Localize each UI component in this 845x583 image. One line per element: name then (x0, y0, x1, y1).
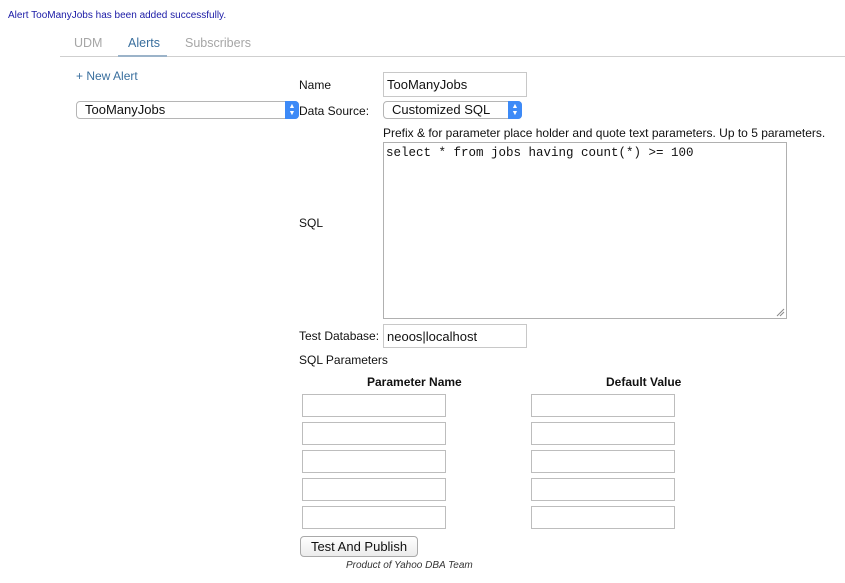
parameter-name-input-1[interactable] (302, 394, 446, 417)
default-value-input-5[interactable] (531, 506, 675, 529)
data-source-label: Data Source: (299, 104, 370, 118)
sql-hint: Prefix & for parameter place holder and quote text parameters. Up to 5 parameters. (383, 126, 826, 140)
sql-parameters-label: SQL Parameters (299, 353, 388, 367)
name-label: Name (299, 78, 332, 92)
select-arrows-icon: ▲ ▼ (508, 101, 522, 119)
test-and-publish-button[interactable]: Test And Publish (300, 536, 418, 557)
test-database-input[interactable] (383, 324, 527, 348)
parameter-name-input-5[interactable] (302, 506, 446, 529)
sql-textarea[interactable] (383, 142, 787, 319)
tab-alerts[interactable]: Alerts (128, 36, 160, 50)
default-value-input-2[interactable] (531, 422, 675, 445)
footer-credit: Product of Yahoo DBA Team (346, 560, 473, 571)
resize-grip-icon[interactable] (775, 307, 785, 317)
parameter-name-input-3[interactable] (302, 450, 446, 473)
parameter-name-input-4[interactable] (302, 478, 446, 501)
new-alert-link[interactable]: + New Alert (76, 69, 138, 83)
alert-select[interactable] (76, 101, 299, 119)
alert-select-value: TooManyJobs (85, 102, 166, 117)
sql-label: SQL (299, 216, 324, 230)
active-tab-indicator (118, 55, 167, 57)
select-arrows-icon: ▲ ▼ (285, 101, 299, 119)
default-value-header: Default Value (606, 375, 682, 389)
default-value-input-4[interactable] (531, 478, 675, 501)
tab-bar (60, 30, 845, 57)
data-source-select[interactable] (383, 101, 522, 119)
data-source-value: Customized SQL (392, 102, 491, 117)
default-value-input-1[interactable] (531, 394, 675, 417)
parameter-name-header: Parameter Name (367, 375, 462, 389)
test-database-label: Test Database: (299, 329, 380, 343)
flash-message: Alert TooManyJobs has been added successfully. (8, 10, 227, 21)
parameter-name-input-2[interactable] (302, 422, 446, 445)
name-input[interactable] (383, 72, 527, 97)
tab-subscribers[interactable]: Subscribers (185, 36, 251, 50)
tab-udm[interactable]: UDM (74, 36, 103, 50)
default-value-input-3[interactable] (531, 450, 675, 473)
